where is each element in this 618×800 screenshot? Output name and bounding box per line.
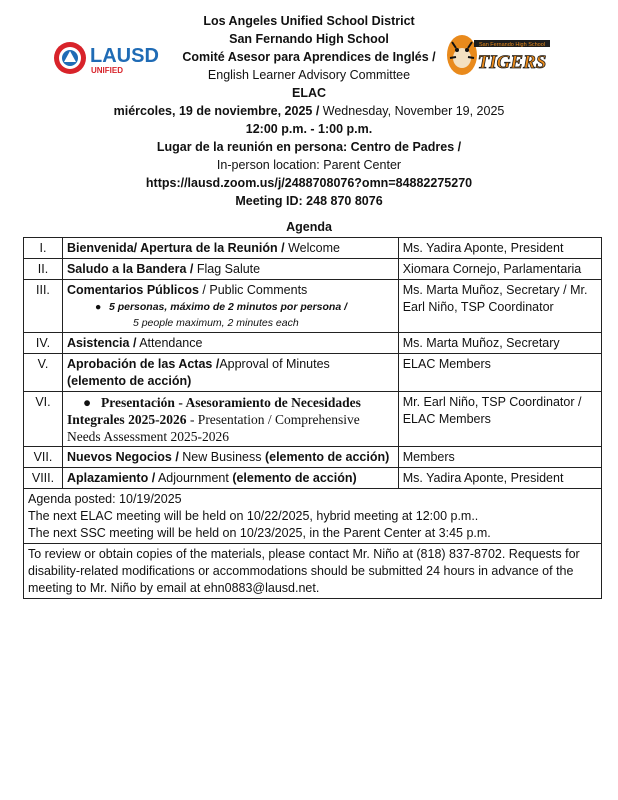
agenda-posted-date: Agenda posted: 10/19/2025 (28, 492, 182, 506)
contact-info: To review or obtain copies of the materials, please contact Mr. Niño at (818) 837-8702. Requests for disability-related modifications or accommodations should be submitted 24 hours in advance of the meeting to Mr. Niño by email at ehn0883@lausd.net. (24, 544, 602, 599)
item-title: Bienvenida/ Apertura de la Reunión / Welcome (62, 238, 398, 259)
table-row (24, 280, 602, 333)
item-number: VII. (24, 447, 63, 468)
table-row (24, 468, 602, 489)
location-english: In-person location: Parent Center (216, 158, 402, 172)
school-name: San Fernando High School (229, 32, 389, 46)
item-presenter: Ms. Yadira Aponte, President (398, 238, 601, 259)
item-number: IV. (24, 333, 63, 354)
item-presenter: ELAC Members (398, 354, 601, 392)
item-title: Aprobación de las Actas /Approval of Minutes (elemento de acción) (62, 354, 398, 392)
next-elac-note: The next ELAC meeting will be held on 10/22/2025, hybrid meeting at 12:00 p.m.. (28, 509, 479, 523)
next-ssc-note: The next SSC meeting will be held on 10/23/2025, in the Parent Center at 3:45 p.m. (28, 526, 491, 540)
item-title: Saludo a la Bandera / Flag Salute (62, 259, 398, 280)
table-row (24, 238, 602, 259)
table-row (24, 333, 602, 354)
item-title: Comentarios Públicos / Public Comments ● 5 personas, máximo de 2 minutos por persona / 5 people maximum, 2 minutes each (62, 280, 398, 333)
meeting-time: 12:00 p.m. - 1:00 p.m. (245, 122, 373, 136)
committee-english: English Learner Advisory Committee (207, 68, 411, 82)
agenda-title: Agenda (286, 220, 332, 234)
table-row (24, 259, 602, 280)
bullet-icon: ● (94, 301, 102, 313)
meeting-date (0, 102, 618, 120)
agenda-table (23, 237, 602, 599)
meeting-notes (24, 489, 602, 544)
tigers-school-text: San Fernando High School (478, 42, 546, 48)
item-presenter: Members (398, 447, 601, 468)
item-title: Nuevos Negocios / New Business (elemento de acción) (62, 447, 398, 468)
item-presenter: Ms. Marta Muñoz, Secretary / Mr. Earl Niño, TSP Coordinator (398, 280, 601, 333)
tigers-wordmark: TIGERS (477, 52, 547, 73)
meeting-date-english: Wednesday, November 19, 2025 (319, 104, 505, 118)
meeting-date-spanish: miércoles, 19 de noviembre, 2025 / (113, 104, 320, 118)
item-number: V. (24, 354, 63, 392)
document-header (0, 12, 618, 210)
contact-row (24, 544, 602, 599)
table-row (24, 447, 602, 468)
item-number: VI. (24, 392, 63, 447)
lausd-unified-text: UNIFIED (91, 66, 123, 75)
item-presenter: Xiomara Cornejo, Parlamentaria (398, 259, 601, 280)
location-spanish: Lugar de la reunión en persona: Centro de Padres / (156, 140, 462, 154)
notes-row (24, 489, 602, 544)
item-subnote: ● 5 personas, máximo de 2 minutos por persona / 5 people maximum, 2 minutes each (94, 301, 348, 329)
item-presenter: Ms. Marta Muñoz, Secretary (398, 333, 601, 354)
table-row (24, 354, 602, 392)
item-title: Asistencia / Attendance (62, 333, 398, 354)
zoom-link[interactable]: https://lausd.zoom.us/j/2488708076?omn=84882275270 (145, 176, 473, 190)
item-title: ● Presentación - Asesoramiento de Necesidades Integrales 2025-2026 - Presentation / Comprehensive Needs Assessment 2025-2026 (62, 392, 398, 447)
bullet-icon: ● (82, 395, 92, 410)
item-presenter: Mr. Earl Niño, TSP Coordinator / ELAC Members (398, 392, 601, 447)
item-presenter: Ms. Yadira Aponte, President (398, 468, 601, 489)
item-number: III. (24, 280, 63, 333)
committee-acronym: ELAC (291, 86, 327, 100)
item-number: II. (24, 259, 63, 280)
item-number: I. (24, 238, 63, 259)
committee-spanish: Comité Asesor para Aprendices de Inglés / (182, 50, 436, 64)
item-number: VIII. (24, 468, 63, 489)
table-row (24, 392, 602, 447)
item-title: Aplazamiento / Adjournment (elemento de acción) (62, 468, 398, 489)
district-name: Los Angeles Unified School District (203, 14, 415, 28)
meeting-id: Meeting ID: 248 870 8076 (235, 194, 383, 208)
lausd-wordmark: LAUSD (90, 45, 159, 67)
